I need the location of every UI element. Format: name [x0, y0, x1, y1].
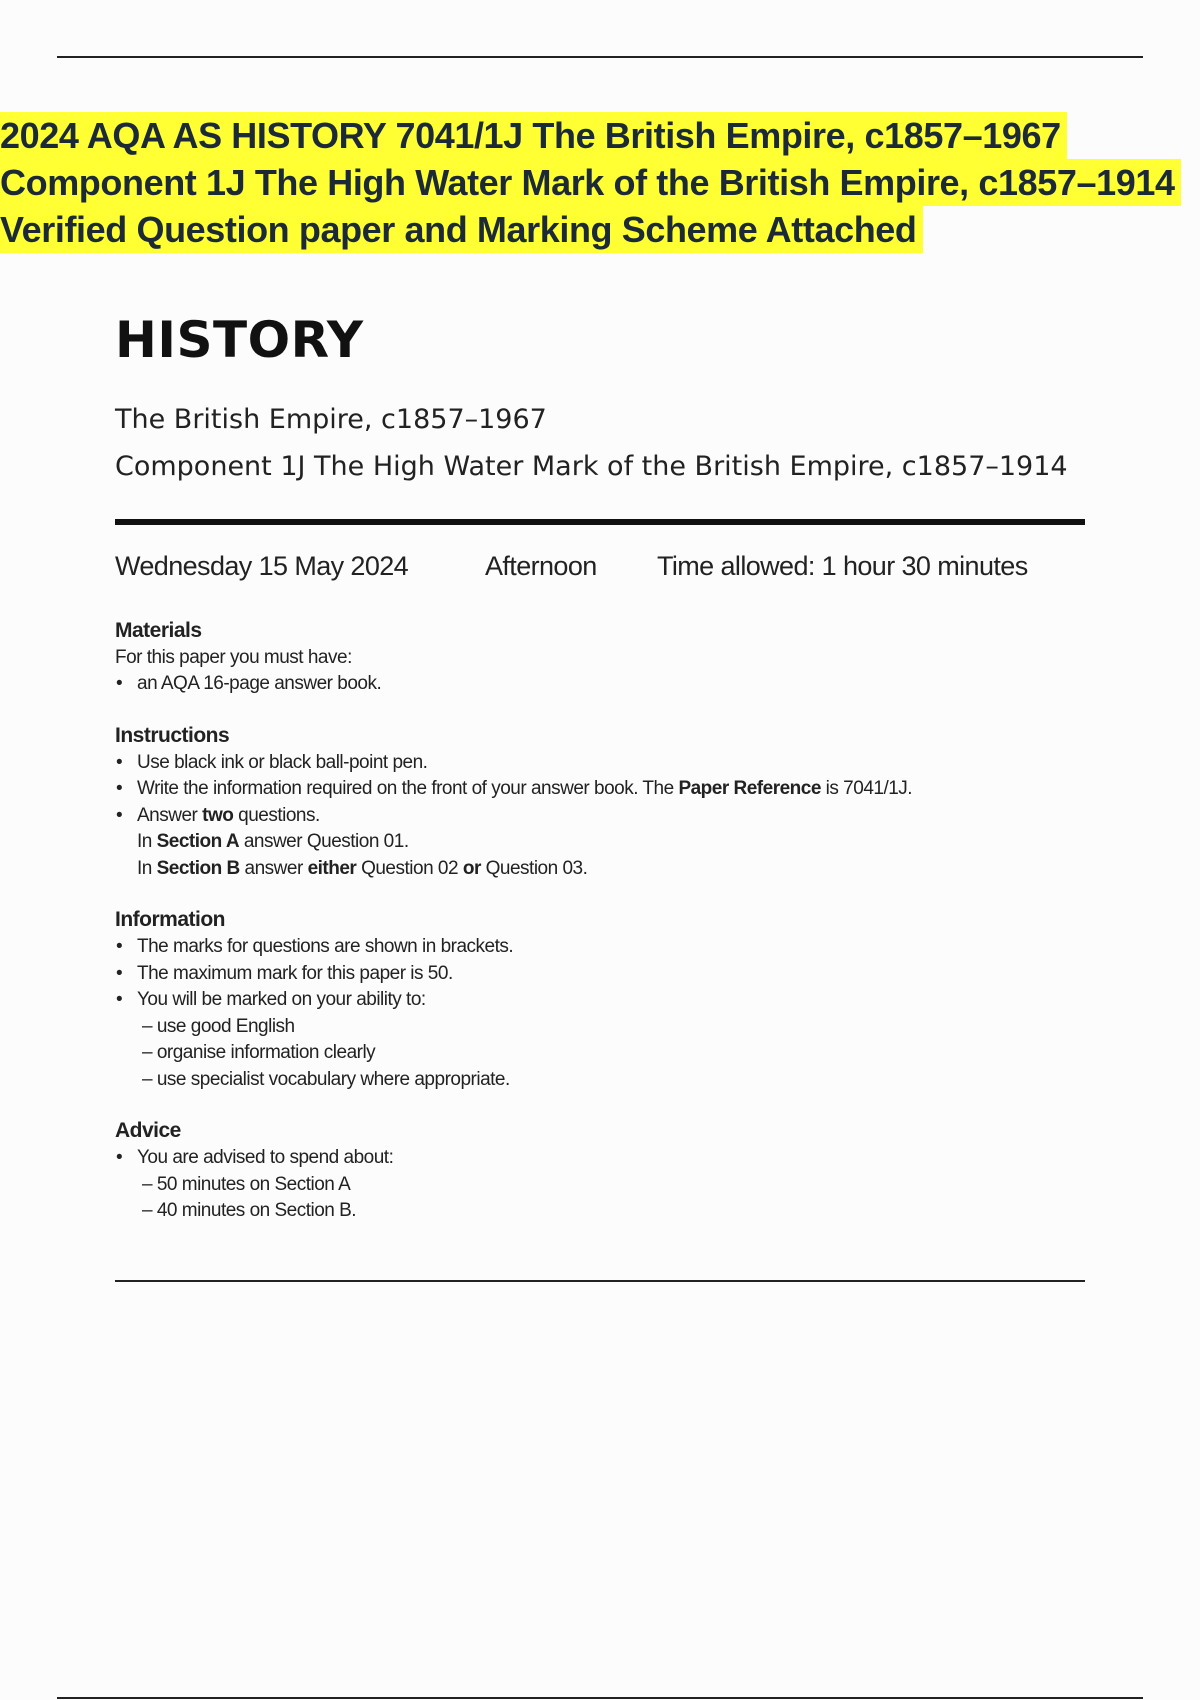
title-banner — [0, 112, 1181, 253]
banner-line-3: Verified Question paper and Marking Scheme Attached — [0, 206, 923, 253]
advice-subitem: – 40 minutes on Section B. — [142, 1200, 357, 1221]
footer-rule — [115, 1280, 1085, 1282]
instruction-emphasis: or — [462, 857, 481, 879]
information-subitem: – organise information clearly — [142, 1042, 376, 1063]
component-title: Component 1J The High Water Mark of the British Empire, c1857–1914 — [115, 451, 1068, 482]
instruction-emphasis: Section B — [156, 857, 240, 879]
materials-intro: For this paper you must have: — [115, 647, 352, 668]
exam-session: Afternoon — [485, 551, 597, 581]
materials-section — [115, 617, 1085, 698]
instruction-text: Question 03. — [480, 857, 588, 879]
information-section — [115, 906, 1085, 1093]
instruction-subline — [115, 829, 1085, 856]
advice-item: • You are advised to spend about: — [115, 1145, 1085, 1172]
instructions-section — [115, 722, 1085, 883]
instruction-text: Answer — [137, 804, 203, 826]
instruction-text: answer Question 01. — [239, 831, 409, 852]
header-rule — [115, 519, 1085, 525]
instruction-text: Question 02 — [356, 857, 463, 879]
exam-details — [115, 551, 1085, 591]
instruction-emphasis: Paper Reference — [678, 778, 821, 799]
instruction-text: answer — [239, 857, 308, 879]
banner-line-1: 2024 AQA AS HISTORY 7041/1J The British Empire, c1857–1967 — [0, 112, 1067, 159]
subject-title: HISTORY — [115, 311, 364, 369]
instruction-emphasis: either — [307, 857, 357, 879]
instruction-item: • Use black ink or black ball-point pen. — [115, 750, 1085, 777]
instruction-text: Write the information required on the front of your answer book. The — [137, 778, 679, 799]
materials-heading: Materials — [115, 619, 202, 642]
information-heading: Information — [115, 908, 225, 931]
time-allowed: Time allowed: 1 hour 30 minutes — [657, 551, 1028, 581]
instruction-text: is 7041/1J. — [820, 778, 913, 799]
information-subitem: – use specialist vocabulary where appropriate. — [142, 1068, 510, 1090]
materials-item: • an AQA 16-page answer book. — [115, 671, 1085, 698]
instruction-item — [115, 776, 1085, 803]
advice-subitem: – 50 minutes on Section A — [142, 1173, 351, 1195]
instructions-heading: Instructions — [115, 723, 230, 747]
bottom-rule — [57, 1697, 1143, 1699]
information-item: • The maximum mark for this paper is 50. — [115, 961, 1085, 988]
top-rule — [57, 56, 1143, 58]
instruction-text: In — [137, 831, 157, 852]
advice-section — [115, 1117, 1085, 1225]
instruction-subline — [115, 856, 1085, 883]
paper-title: The British Empire, c1857–1967 — [115, 404, 547, 435]
instruction-text: In — [137, 857, 157, 879]
information-subitem: – use good English — [142, 1015, 295, 1037]
instruction-emphasis: two — [202, 804, 234, 826]
information-item: • The marks for questions are shown in brackets. — [115, 934, 1085, 961]
instruction-text: questions. — [233, 804, 320, 826]
exam-cover — [115, 300, 1085, 1225]
banner-line-2: Component 1J The High Water Mark of the British Empire, c1857–1914 — [0, 159, 1181, 206]
instruction-item — [115, 803, 1085, 830]
exam-date: Wednesday 15 May 2024 — [115, 551, 409, 581]
information-item: • You will be marked on your ability to: — [115, 987, 1085, 1014]
advice-heading: Advice — [115, 1119, 181, 1142]
instruction-emphasis: Section A — [156, 831, 240, 852]
